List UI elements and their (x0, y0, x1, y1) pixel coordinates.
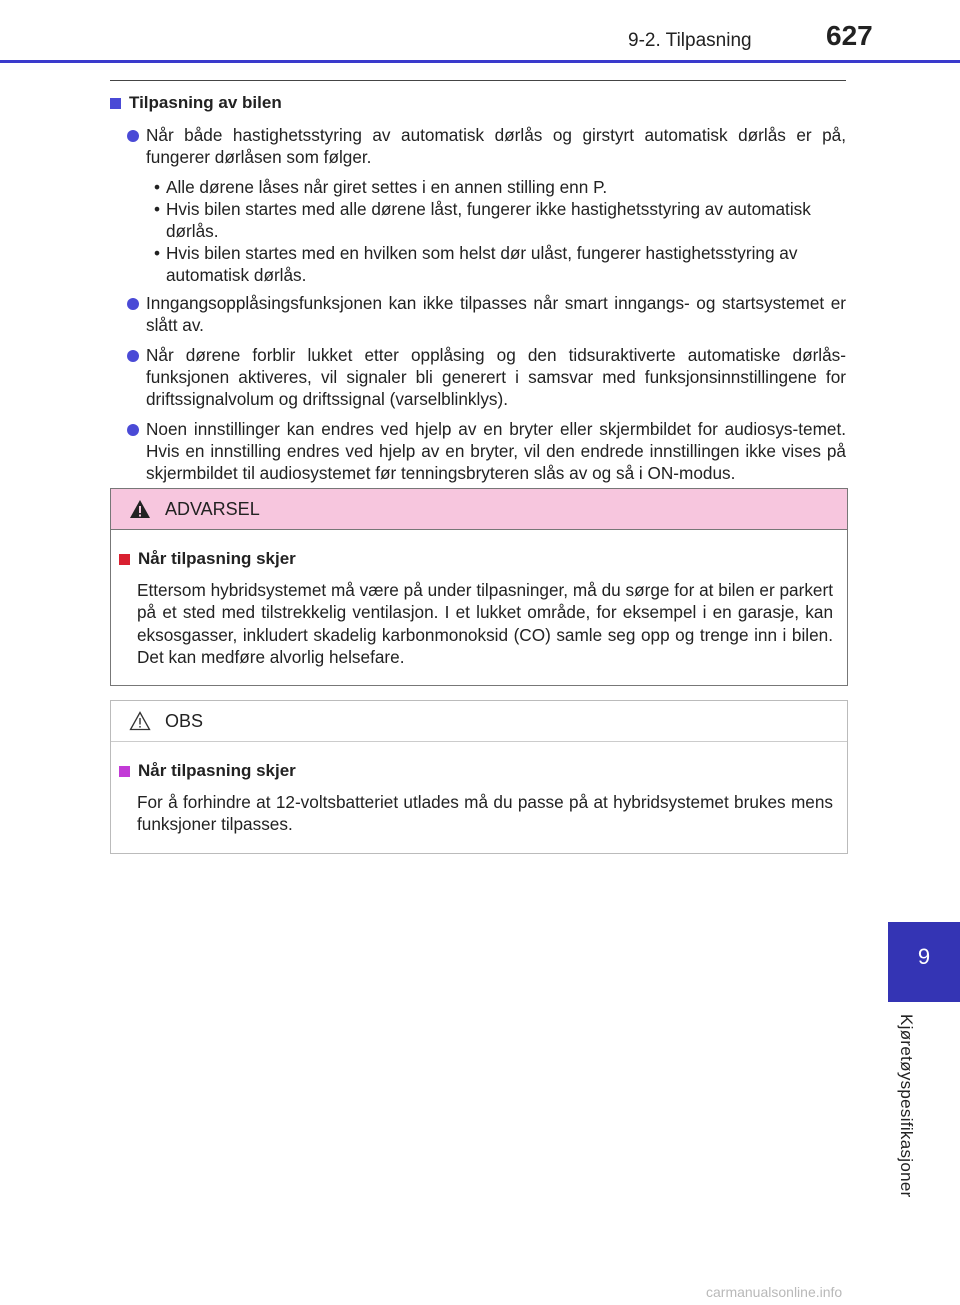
warning-triangle-icon (129, 499, 151, 519)
section-title: 9-2. Tilpasning (628, 30, 752, 51)
notice-label: OBS (165, 710, 204, 731)
main-content (110, 92, 846, 492)
notice-text: For å forhindre at 12-voltsbatteriet utlades må du passe på at hybridsystemet brukes mens funksjoner tilpasses. (137, 791, 833, 834)
dot-bullet-icon: • (154, 199, 161, 219)
warning-subheading: Når tilpasning skjer (119, 548, 833, 571)
square-bullet-icon (119, 554, 130, 565)
section-heading (110, 92, 846, 114)
header-rule (0, 60, 960, 63)
warning-header (111, 489, 847, 530)
dot-bullet-icon: • (154, 177, 161, 197)
paragraph-3: Når dørene forblir lukket etter opplåsing og den tidsuraktiverte automatiske dørlås-funksjonen aktiveres, vil signaler bli generert i samsvar med funksjonsinnstillingene for driftssignalvolum og driftssignal (varselblinklys). (110, 344, 846, 410)
chapter-tab (888, 922, 960, 1002)
list-item: • Alle dørene låses når giret settes i en annen stilling enn P. (154, 177, 608, 197)
paragraph-4: Noen innstillinger kan endres ved hjelp av en bryter eller skjermbildet for audiosys-temet. Hvis en innstilling endres ved hjelp av en bryter, vil den endrede innstillingen ikke vises på skjermbildet til audiosystemet før tenningsbryteren slås av og så i ON-modus. (110, 418, 846, 484)
square-bullet-icon (110, 98, 121, 109)
content-top-rule (110, 80, 846, 81)
warning-text: Ettersom hybridsystemet må være på under tilpasninger, må du sørge for at bilen er parkert på et sted med tilstrekkelig ventilasjon. I et lukket område, for eksempel i en garasje, kan eksosgasser, inkludert skadelig karbonmonoksid (CO) samle seg opp og trenge inn i bilen. Det kan medføre alvorlig helsefare. (137, 579, 833, 667)
sub-list (110, 176, 846, 286)
dot-bullet-icon: • (154, 243, 161, 263)
paragraph-1: Når både hastighetsstyring av automatisk dørlås og girstyrt automatisk dørlås er på, fungerer dørlåsen som følger. (110, 124, 846, 168)
watermark: carmanualsonline.info (706, 1284, 843, 1300)
section-heading-text: Tilpasning av bilen (129, 93, 282, 112)
caution-triangle-icon (129, 711, 151, 731)
list-item: • Hvis bilen startes med en hvilken som helst dør ulåst, fungerer hastighetsstyring av automatisk dørlås. (154, 243, 798, 285)
circle-bullet-icon (127, 350, 139, 362)
notice-body (111, 742, 847, 836)
circle-bullet-icon (127, 130, 139, 142)
warning-label: ADVARSEL (165, 498, 260, 519)
chapter-number: 9 (917, 944, 931, 969)
notice-header (111, 701, 847, 742)
chapter-title: Kjøretøyspesifikasjoner (897, 1014, 916, 1198)
paragraph-2: Inngangsopplåsingsfunksjonen kan ikke tilpasses når smart inngangs- og startsystemet er slått av. (110, 292, 846, 336)
warning-body (111, 530, 847, 669)
page-number: 627 (826, 20, 873, 51)
list-item: • Hvis bilen startes med alle dørene låst, fungerer ikke hastighetsstyring av automatisk dørlås. (154, 199, 811, 241)
notice-subheading: Når tilpasning skjer (119, 760, 833, 783)
circle-bullet-icon (127, 298, 139, 310)
circle-bullet-icon (127, 424, 139, 436)
square-bullet-icon (119, 766, 130, 777)
notice-box (110, 700, 848, 854)
warning-box (110, 488, 848, 686)
